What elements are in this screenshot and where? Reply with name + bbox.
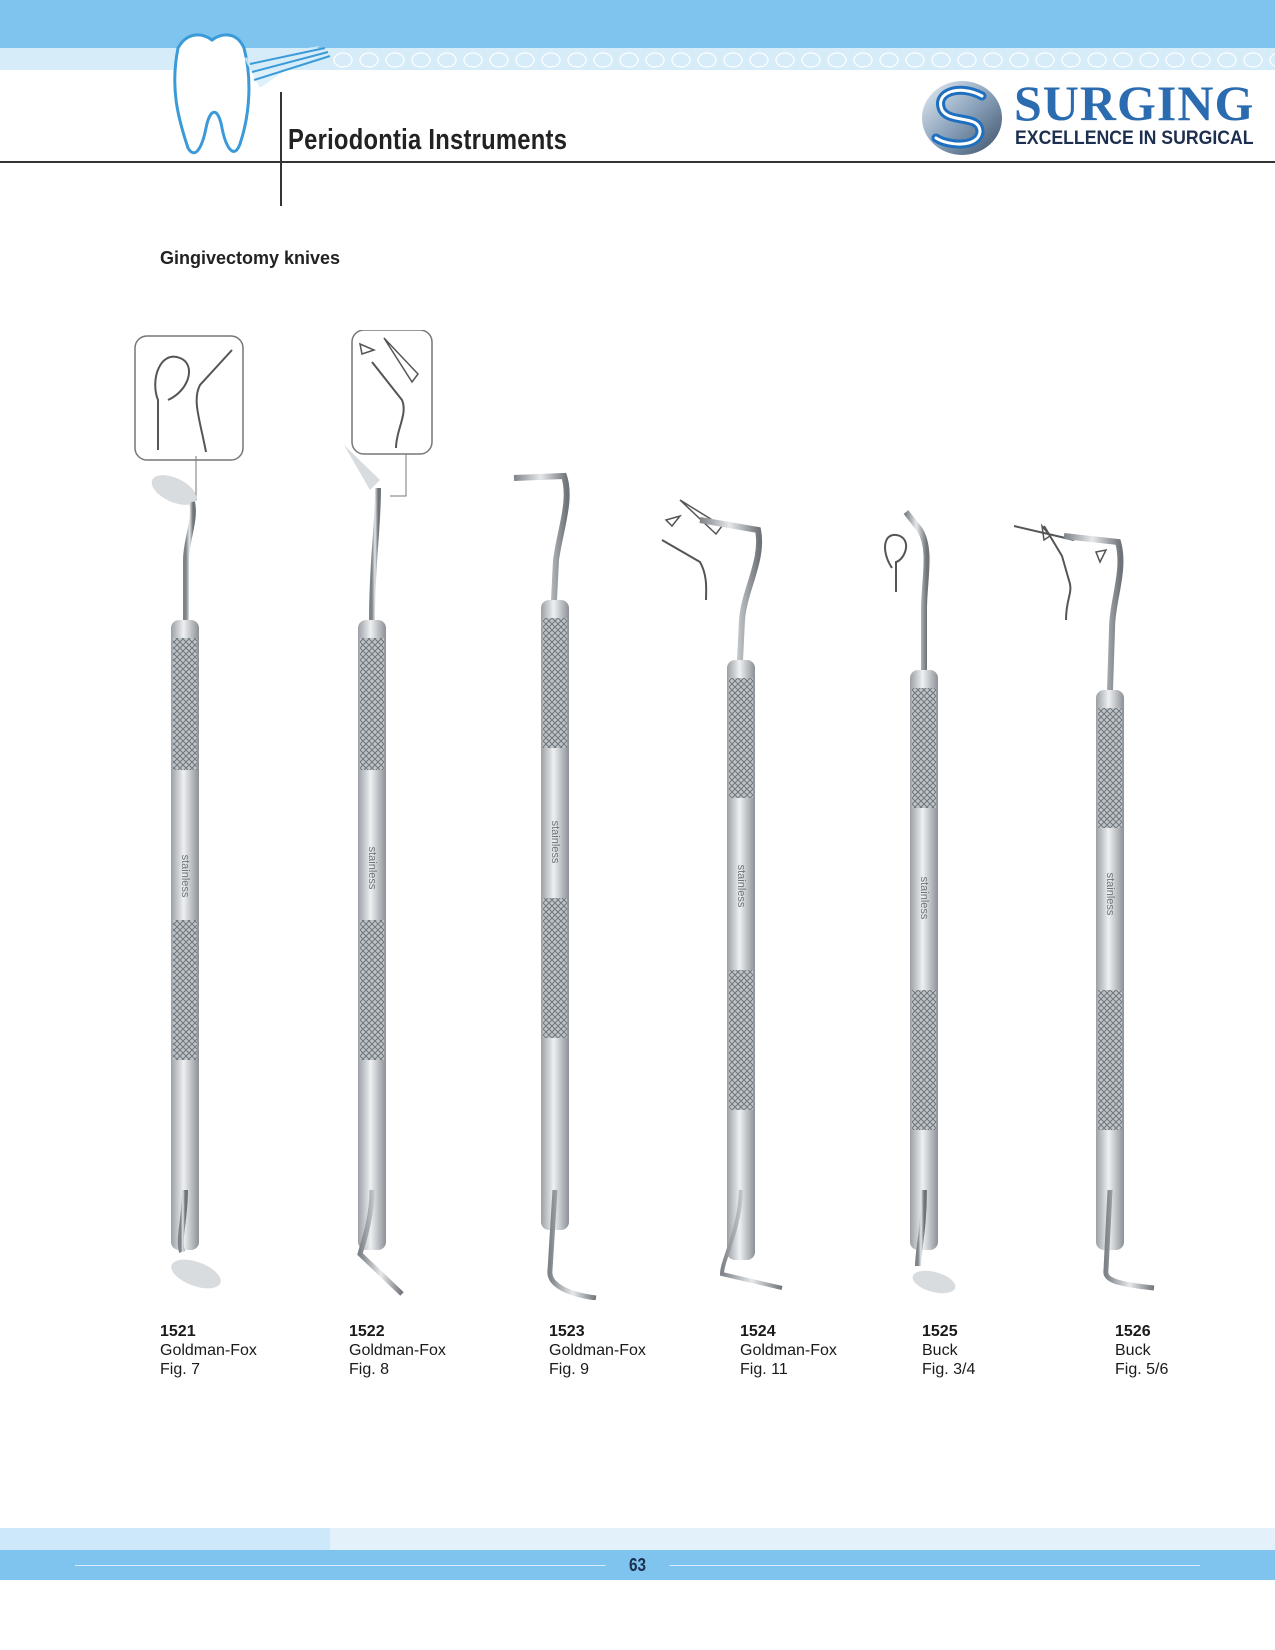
item-code: 1526	[1115, 1323, 1151, 1340]
item-name: Goldman-Fox	[740, 1342, 837, 1359]
detail-inset-1522	[352, 330, 432, 454]
item-fig: Fig. 8	[349, 1361, 390, 1378]
header-divider-vertical	[280, 92, 282, 206]
handle-marking: stainless	[1104, 872, 1116, 916]
item-code: 1525	[922, 1323, 958, 1340]
handle-marking: stainless	[549, 820, 561, 864]
caption-1526	[1115, 1322, 1168, 1379]
caption-1525	[922, 1322, 975, 1379]
handle-marking: stainless	[918, 876, 930, 920]
header-rule	[0, 161, 1275, 163]
logo-s-emblem-icon	[920, 78, 1004, 158]
item-name: Goldman-Fox	[549, 1342, 646, 1359]
item-code: 1522	[349, 1323, 385, 1340]
handle-marking: stainless	[366, 846, 378, 890]
page-number: 63	[606, 1550, 670, 1580]
decorative-wave-pattern-bottom	[330, 1528, 1275, 1550]
caption-1521	[160, 1322, 257, 1379]
item-code: 1521	[160, 1323, 196, 1340]
handle-marking: stainless	[179, 854, 191, 898]
caption-1522	[349, 1322, 446, 1379]
brand-tagline: EXCELLENCE IN SURGICAL	[1015, 128, 1254, 149]
brand-name: SURGING	[1014, 75, 1255, 131]
section-title: Periodontia Instruments	[288, 124, 568, 156]
handle-marking: stainless	[735, 864, 747, 908]
item-fig: Fig. 5/6	[1115, 1361, 1169, 1378]
item-name: Goldman-Fox	[349, 1342, 446, 1359]
caption-1523	[549, 1322, 646, 1379]
bottom-light-band	[0, 1528, 330, 1550]
item-name: Buck	[1115, 1342, 1151, 1359]
instrument-1522	[344, 330, 432, 1310]
item-name: Buck	[922, 1342, 958, 1359]
decorative-wave-pattern	[330, 52, 1275, 68]
item-fig: Fig. 11	[740, 1361, 788, 1378]
caption-1524	[740, 1322, 837, 1379]
subtitle: Gingivectomy knives	[160, 248, 341, 268]
instrument-lower-tips	[0, 1190, 1275, 1300]
item-code: 1523	[549, 1323, 585, 1340]
instrument-illustration	[0, 330, 1275, 1310]
item-fig: Fig. 9	[549, 1361, 590, 1378]
brand-logo	[920, 75, 1255, 158]
item-name: Goldman-Fox	[160, 1342, 257, 1359]
item-fig: Fig. 3/4	[922, 1361, 976, 1378]
instrument-1523	[514, 476, 569, 1310]
item-code: 1524	[740, 1323, 776, 1340]
instrument-1521	[135, 336, 243, 1310]
item-fig: Fig. 7	[160, 1361, 201, 1378]
